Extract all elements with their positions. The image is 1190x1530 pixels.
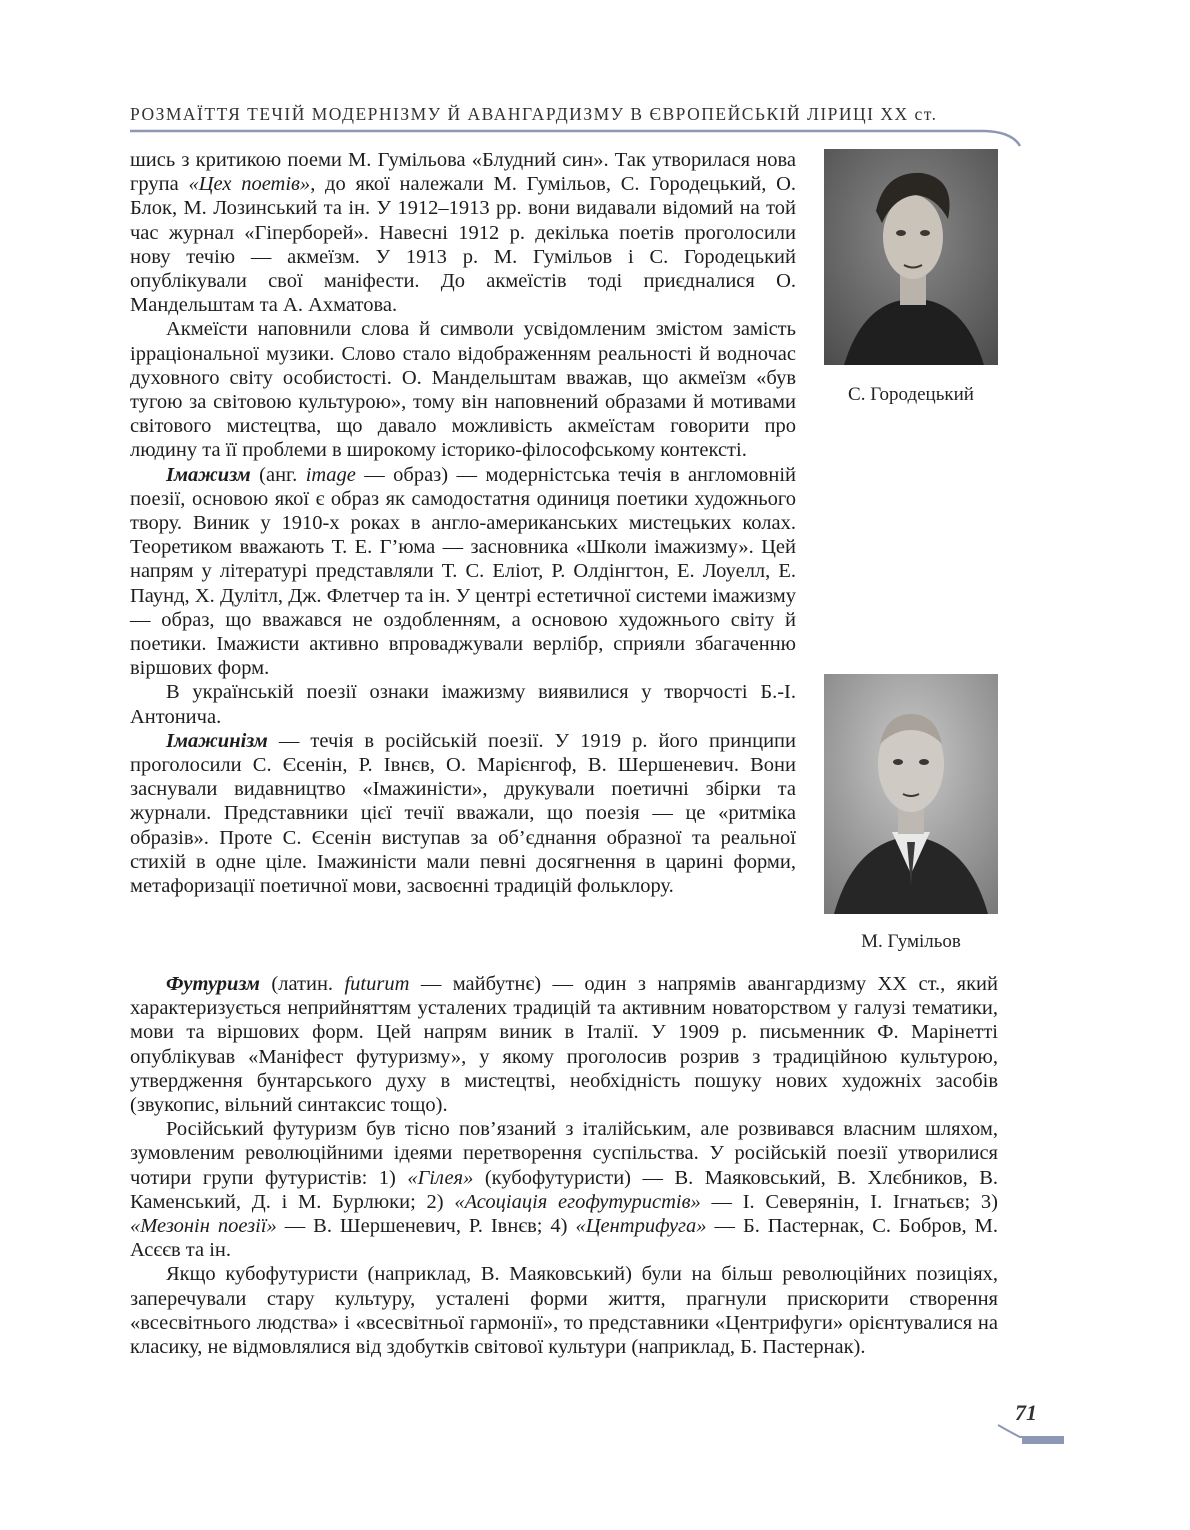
page-number: 71 xyxy=(1015,1400,1037,1425)
paragraph-text: (кубофутуристи) — В. Маяковський, В. Хлєбников, В. Каменський, Д. і М. Бурлюки; 2) xyxy=(130,1166,999,1213)
foreign-word: image xyxy=(305,463,356,486)
term-imaginism: Імажинізм xyxy=(166,729,268,752)
paragraph-text: — І. Северянін, І. Ігнатьєв; 3) xyxy=(700,1190,998,1213)
portrait-photo-gorodetsky xyxy=(824,149,998,365)
paragraph-text: шись з критикою поеми М. Гумільова «Блудний син». Так утворилася нова група xyxy=(130,149,796,196)
photo-caption-gumilyov: М. Гумільов xyxy=(861,931,961,952)
paragraph-text: (латин. xyxy=(259,973,345,995)
header-decoration xyxy=(0,0,1190,160)
group-name: «Асоціація егофутуристів» xyxy=(454,1190,701,1213)
paragraph-russian-futurism xyxy=(130,1117,998,1262)
paragraph-ukrainian-imagism: В українській поезії ознаки імажизму виявилися у творчості Б.-І. Антонича. xyxy=(130,681,796,728)
intro-column xyxy=(130,148,796,898)
paragraph-text: — Б. Пастернак, С. Бобров, М. Асєєв та ін. xyxy=(130,1215,998,1262)
portrait-image xyxy=(824,149,998,365)
paragraph-acmeists: Акмеїсти наповнили слова й символи усвідомленим змістом замість ірраціональної музики. Слово стало відображенням реальності й водночас духовного світу особистості. О. Мандельштам вважав, що акмеїзм «був тугою за світовою культурою», тому він наповнений образами й мотивами світового мистецтва, що давало можливість акмеїстам говорити про людину та її проблеми в широкому історико-філософському контексті. xyxy=(130,318,796,462)
group-name: «Центрифуга» xyxy=(575,1215,707,1238)
futurism-column xyxy=(130,972,998,1359)
term-futurism: Футуризм xyxy=(166,973,260,995)
paragraph-text: , до якої належали М. Гумільов, С. Городецький, О. Блок, М. Лозинський та ін. У 1912–1913 рр. вони видавали відомий на той час журнал «Гіперборей». Навесні 1912 р. декілька поетів проголосили нову течію — акмеїзм. У 1913 р. М. Гумільов і С. Городецький опублікували свої маніфести. До акмеїстів тоді приєдналися О. Мандельштам та А. Ахматова. xyxy=(130,173,797,317)
term-imagism: Імажизм xyxy=(166,463,251,486)
paragraph-text: — В. Шершеневич, Р. Івнєв; 4) xyxy=(276,1215,576,1238)
paragraph-text: — майбутнє) — один з напрямів авангардизму XX ст., який характеризується неприйняттям усталених традицій та активним новаторством у галузі тематики, мови та віршових форм. Цей напрям виник в Італії. У 1909 р. письменник Ф. Марінетті опублікував «Маніфест футуризму», у якому проголосив розрив з традиційною культурою, утвердження бунтарського духу в мистецтві, необхідність пошуку нових художніх засобів (звукопис, вільний синтаксис тощо). xyxy=(130,973,999,1117)
paragraph-text: (анг. xyxy=(250,463,306,486)
running-header: РОЗМАЇТТЯ ТЕЧІЙ МОДЕРНІЗМУ Й АВАНГАРДИЗМУ В ЄВРОПЕЙСЬКІЙ ЛІРИЦІ XX ст. xyxy=(130,104,938,124)
paragraph-text: Російський футуризм був тісно пов’язаний з італійським, але розвивався власним шляхом, зумовленим революційними ідеями перетворення суспільства. У російській поезії утворилися чотири групи футуристів: 1) xyxy=(130,1118,998,1189)
portrait-photo-gumilyov xyxy=(824,674,998,914)
group-name: «Мезонін поезії» xyxy=(130,1215,277,1238)
paragraph-comparison: Якщо кубофутуристи (наприклад, В. Маяковський) були на більш революційних позиціях, заперечували стару культуру, усталені форми життя, прагнули прискорити створення «всесвітнього людства» і «всесвітньої гармонії», то представники «Центрифуги» орієнтувалися на класику, не відмовлялися від здобутків світової культури (наприклад, Б. Пастернак). xyxy=(130,1263,998,1359)
paragraph-text: — течія в російській поезії. У 1919 р. його принципи проголосили С. Єсенін, Р. Івнєв, О. Марієнгоф, В. Шершеневич. Вони заснували видавництво «Імажиністи», друкували поетичні збірки та журнали. Представники цієї течії вважали, що поезія — це «ритміка образів». Проте С. Єсенін виступав за об’єднання образної та реальної стихій в одне ціле. Імажиністи мали певні досягнення в царині форми, метафоризації поетичної мови, засвоєнні традицій фольклору. xyxy=(130,729,796,898)
photo-caption-gorodetsky: С. Городецький xyxy=(848,384,974,405)
paragraph-imagism xyxy=(130,463,796,681)
group-name: «Цех поетів» xyxy=(188,173,311,196)
paragraph-imaginism xyxy=(130,729,796,898)
portrait-image xyxy=(824,674,998,914)
group-name: «Гілея» xyxy=(407,1166,474,1189)
paragraph-futurism xyxy=(130,972,998,1117)
foreign-word: futurum xyxy=(344,973,410,995)
paragraph-tsekh-poetiv xyxy=(130,148,796,317)
paragraph-text: — образ) — модерністська течія в англомовній поезії, основою якої є образ як самодостатня одиниця поетики художнього твору. Виник у 1910-х роках в англо-американських мистецьких колах. Теоретиком вважають Т. Е. Г’юма — засновника «Школи імажизму». Цей напрям у літературі представляли Т. С. Еліот, Р. Олдінгтон, Е. Лоуелл, Е. Паунд, Х. Дулітл, Дж. Флетчер та ін. У центрі естетичної системи імажизму — образ, що вважався не оздобленням, а основою художнього світу й поетики. Імажисти активно впроваджували верлібр, сприяли збагаченню віршових форм. xyxy=(130,463,797,680)
